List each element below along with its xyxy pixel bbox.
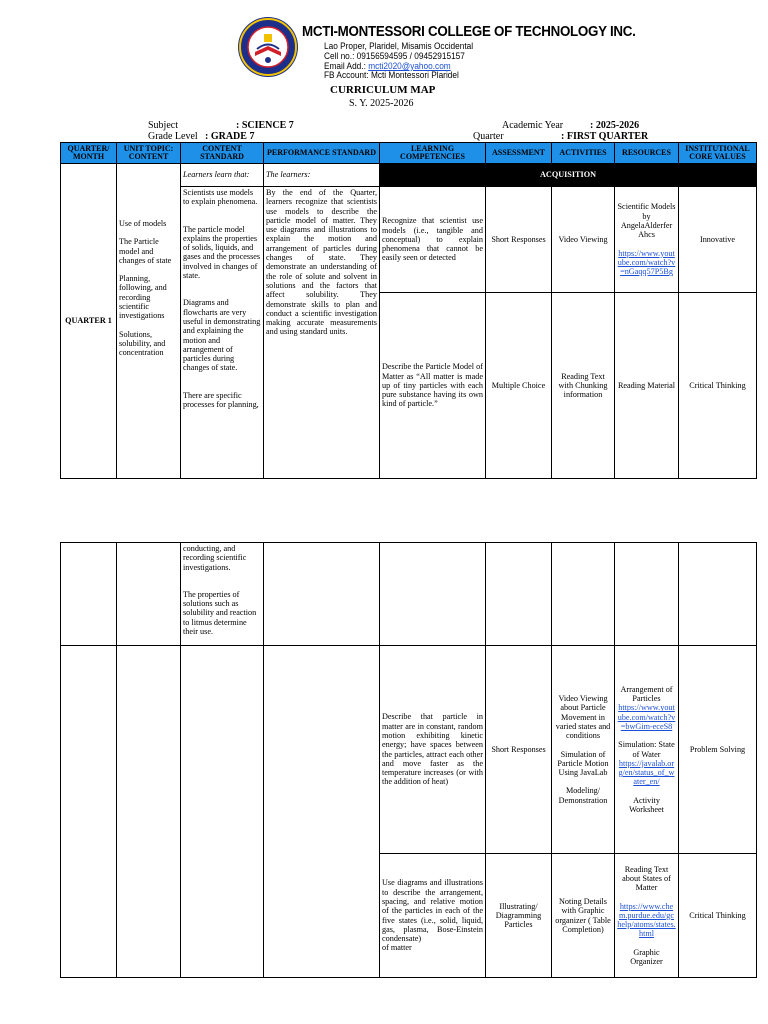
table-row xyxy=(61,164,757,187)
curriculum-table-1 xyxy=(60,142,757,479)
resource-link[interactable]: https://javalab.org/en/status_of_water_en/ xyxy=(618,758,675,787)
assessment-cell: Short Responses xyxy=(486,646,552,854)
performance-standard-cell: By the end of the Quarter, learners recognize that scientists use models to describe the particle model of matter. They use diagrams and illustrations to explain the motion and arrangement of particles during changes of state. They demonstrate an understanding of the role of solute and solvent in solutions and the factors that affect solubility. They demonstrate skills to plan and conduct a scientific investigation making accurate measurements and using standard units. xyxy=(264,187,380,479)
col-header: RESOURCES xyxy=(615,143,679,164)
school-fb: FB Account: Mcti Montessori Plaridel xyxy=(324,70,459,80)
core-value-cell: Critical Thinking xyxy=(679,293,757,479)
resource-link[interactable]: https://www.chem.purdue.edu/gchelp/atoms/states.html xyxy=(617,901,676,939)
school-seal-logo xyxy=(237,16,299,78)
resources-cell: Arrangement of Particles https://www.youtube.com/watch?v=bwGim-eceS8 Simulation: State of Water https://javalab.org/en/status_of_water_en/ Activity Worksheet xyxy=(615,646,679,854)
competency-cell: Describe that particle in matter are in constant, random motion exhibiting kinetic energy; have spaces between the particles, attract each other and move faster as the temperature increases (or with the addition of heat) xyxy=(380,646,486,854)
col-header: ACTIVITIES xyxy=(552,143,615,164)
col-header: PERFORMANCE STANDARD xyxy=(264,143,380,164)
table-row xyxy=(61,543,757,646)
curriculum-table-2 xyxy=(60,542,757,978)
subject-value: : SCIENCE 7 xyxy=(236,120,294,131)
document-title: CURRICULUM MAP xyxy=(330,84,436,96)
resource-link[interactable]: https://www.youtube.com/watch?v=nGaqq57P5Bg xyxy=(617,248,676,277)
unit-topic-cell: Use of models The Particle model and changes of state Planning, following, and recording scientific investigations Solutions, solubility, and concentration xyxy=(117,164,181,479)
acquisition-banner: ACQUISITION xyxy=(380,164,757,187)
assessment-cell: Multiple Choice xyxy=(486,293,552,479)
competency-cell: Use diagrams and illustrations to describe the arrangement, spacing, and relative motion of the particles in each of the five states (i.e., solid, liquid, gas, plasma, Bose-Einstein condensate) of matter xyxy=(380,854,486,978)
core-value-cell: Critical Thinking xyxy=(679,854,757,978)
resources-cell: Reading Material xyxy=(615,293,679,479)
school-email: Email Add.: mcti2020@yahoo.com xyxy=(324,61,451,71)
quarter-label: Quarter xyxy=(473,131,504,142)
email-link[interactable]: mcti2020@yahoo.com xyxy=(368,61,451,71)
col-header: ASSESSMENT xyxy=(486,143,552,164)
grade-label: Grade Level xyxy=(148,131,198,142)
activities-cell: Reading Text with Chunking information xyxy=(552,293,615,479)
school-name: MCTI-MONTESSORI COLLEGE OF TECHNOLOGY INC. xyxy=(302,24,636,40)
academic-year-label: Academic Year xyxy=(502,120,564,131)
col-header: UNIT TOPIC: CONTENT xyxy=(117,143,181,164)
col-header: INSTITUTIONAL CORE VALUES xyxy=(679,143,757,164)
activities-cell: Video Viewing xyxy=(552,187,615,293)
activities-cell: Video Viewing about Particle Movement in varied states and conditions Simulation of Particle Motion Using JavaLab Modeling/ Demonstration xyxy=(552,646,615,854)
school-year: S. Y. 2025-2026 xyxy=(349,98,414,109)
quarter-value: : FIRST QUARTER xyxy=(561,131,649,142)
quarter-cell: QUARTER 1 xyxy=(61,164,117,479)
competency-cell: Recognize that scientist use models (i.e., tangible and conceptual) to explain phenomena that cannot be easily seen or detected xyxy=(380,187,486,293)
table-header-row xyxy=(61,143,757,164)
school-cell: Cell no.: 09156594595 / 09452915157 xyxy=(324,51,465,61)
core-value-cell: Innovative xyxy=(679,187,757,293)
competency-cell: Describe the Particle Model of Matter as “All matter is made up of tiny particles with each pure substance having its own kind of particle.” xyxy=(380,293,486,479)
col-header: LEARNING COMPETENCIES xyxy=(380,143,486,164)
resources-cell: Reading Text about States of Matter https://www.chem.purdue.edu/gchelp/atoms/states.html Graphic Organizer xyxy=(615,854,679,978)
content-standard-cont-cell: conducting, and recording scientific investigations. The properties of solutions such as solubility and reaction to litmus determine their use. xyxy=(181,543,264,646)
col-header: CONTENT STANDARD xyxy=(181,143,264,164)
assessment-cell: Illustrating/ Diagramming Particles xyxy=(486,854,552,978)
academic-year-value: : 2025-2026 xyxy=(590,120,640,131)
table-row xyxy=(61,646,757,854)
resources-cell: Scientific Models by AngelaAlderfer Ahcs https://www.youtube.com/watch?v=nGaqq57P5Bg xyxy=(615,187,679,293)
content-standard-intro: Learners learn that: xyxy=(181,164,264,187)
col-header: QUARTER/ MONTH xyxy=(61,143,117,164)
content-standard-cell: Scientists use models to explain phenomena. The particle model explains the properties of solids, liquids, and gases and the processes involved in changes of state. Diagrams and flowcharts are very useful in demonstrating and explaining the motion and arrangement of particles during changes of state. There are specific processes for planning, xyxy=(181,187,264,479)
performance-standard-intro: The learners: xyxy=(264,164,380,187)
activities-cell: Noting Details with Graphic organizer ( Table Completion) xyxy=(552,854,615,978)
school-address: Lao Proper, Plaridel, Misamis Occidental xyxy=(324,41,474,51)
grade-value: : GRADE 7 xyxy=(205,131,255,142)
resource-link[interactable]: https://www.youtube.com/watch?v=bwGim-eceS8 xyxy=(617,703,676,731)
core-value-cell: Problem Solving xyxy=(679,646,757,854)
assessment-cell: Short Responses xyxy=(486,187,552,293)
subject-label: Subject xyxy=(148,120,178,131)
